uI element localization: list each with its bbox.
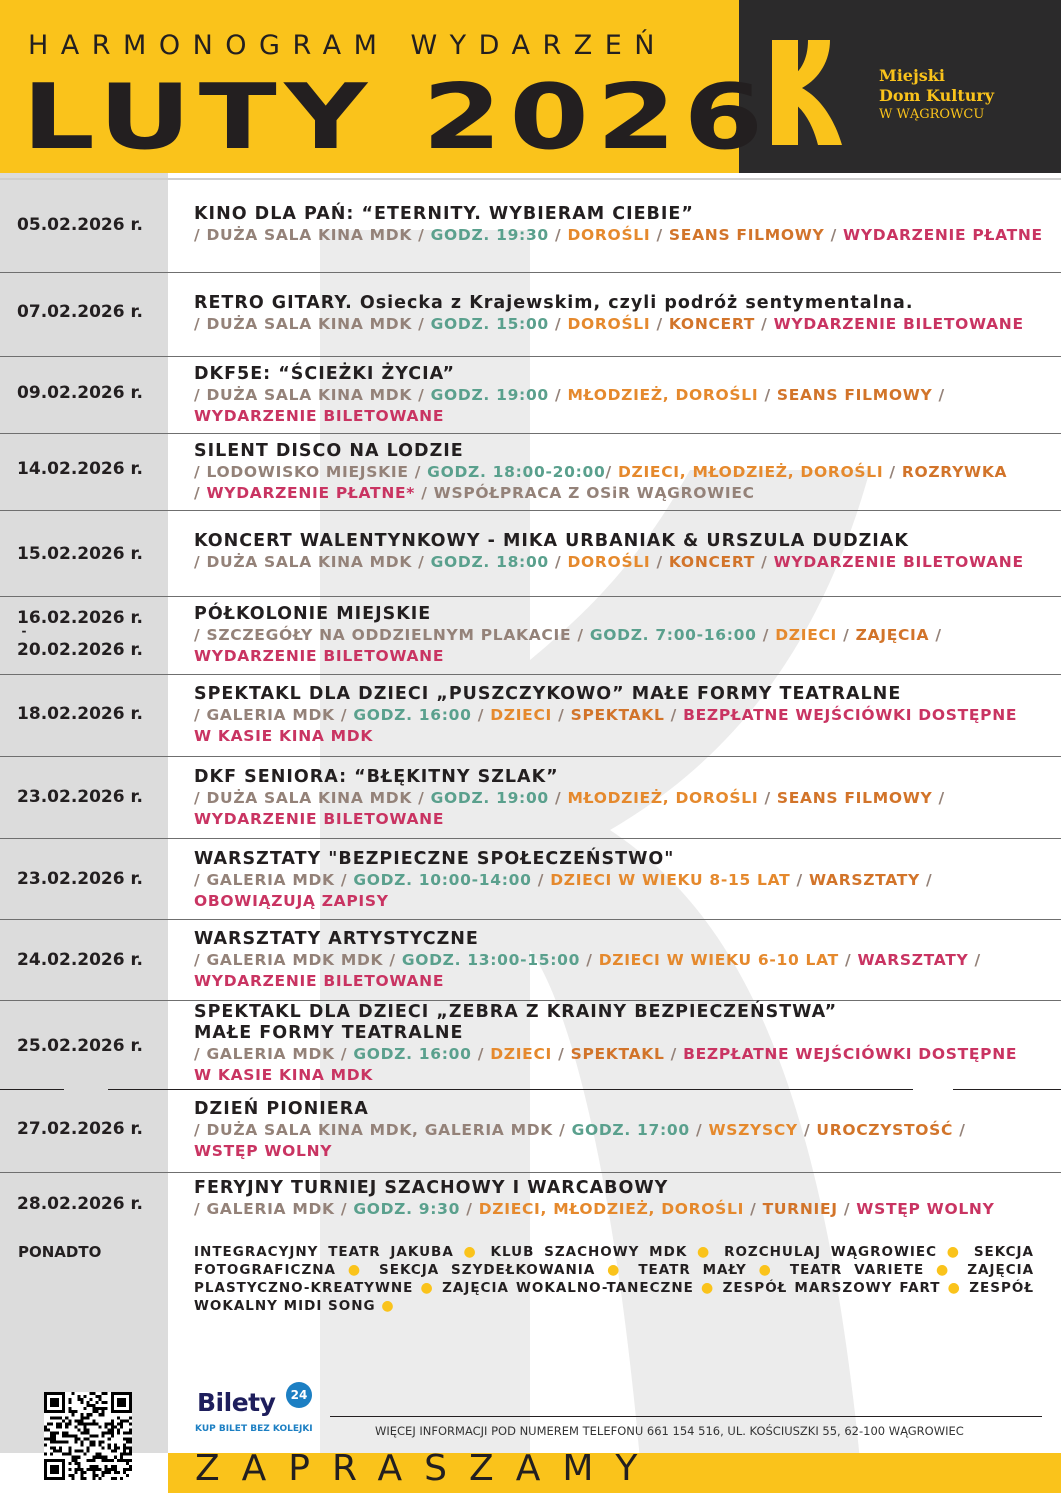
meta-aud: DOROŚLI [567,226,651,244]
meta-loc: GALERIA MDK [206,1045,335,1063]
meta-sep: / [758,789,777,807]
meta-loc: GALERIA MDK [206,1200,335,1218]
event-title: SPEKTAKL DLA DZIECI „ZEBRA Z KRAINY BEZPIECZEŃSTWA” [194,1002,838,1022]
meta-time: GODZ. 19:30 [430,226,549,244]
logo-line: Miejski [879,66,945,85]
meta-aud: DZIECI [490,706,553,724]
bullet-dot-icon: ● [947,1280,963,1296]
meta-type: SPEKTAKL [570,706,665,724]
footer-rule [330,1416,1042,1417]
meta-sep: / [334,1200,354,1218]
meta-type: KONCERT [668,553,756,571]
meta-aud: WSZYSCY [708,1121,798,1139]
event-meta [194,385,1047,406]
event-date: 14.02.2026 r. [17,459,143,479]
bullet-dot-icon: ● [758,1262,779,1278]
event-details [194,929,1047,992]
meta-sep: / [415,484,434,502]
event-meta [194,625,1047,646]
event-meta [194,646,1047,667]
ponadto-item: INTEGRACYJNY TEATR JAKUBA [194,1244,454,1260]
ponadto-item: ZESPÓŁ MARSZOWY FART [722,1280,941,1296]
event-meta [194,1199,1047,1220]
meta-sep: / [932,789,945,807]
meta-type: SEANS FILMOWY [776,386,933,404]
ponadto-item: SEKCJA SZYDEŁKOWANIA [379,1262,596,1278]
meta-aud: DZIECI, MŁODZIEŻ, DOROŚLI [478,1200,745,1218]
meta-sep: / [552,1045,571,1063]
event-row[interactable] [0,357,1061,434]
meta-aud: DZIECI [775,626,838,644]
meta-status: BEZPŁATNE WEJŚCIÓWKI DOSTĘPNE [683,1045,1018,1063]
meta-type: TURNIEJ [762,1200,838,1218]
meta-sep: / [744,1200,763,1218]
meta-sep: / [408,463,428,481]
meta-sep: / [194,553,207,571]
meta-loc: SZCZEGÓŁY NA ODDZIELNYM PLAKACIE [206,626,572,644]
ponadto-item: ZESPÓŁ WOKALNY MIDI SONG [194,1280,1035,1314]
event-date: 24.02.2026 r. [17,950,143,970]
meta-sep: / [412,789,431,807]
event-title: SILENT DISCO NA LODZIE [194,441,464,461]
meta-sep: / [412,226,431,244]
meta-sep: / [837,626,856,644]
meta-type: SPEKTAKL [570,1045,665,1063]
qr-code-icon[interactable] [44,1392,132,1480]
event-row[interactable] [0,920,1061,1001]
meta-loc: DUŻA SALA KINA MDK [206,315,413,333]
meta-sep: / [412,553,431,571]
meta-type: WARSZTATY [808,871,920,889]
ponadto-label: PONADTO [18,1243,102,1261]
header-subtitle: HARMONOGRAM WYDARZEŃ [28,30,667,61]
meta-type: KONCERT [668,315,756,333]
meta-time: GODZ. 18:00-20:00 [427,463,606,481]
meta-aud: DZIECI W WIEKU 6-10 LAT [598,951,839,969]
event-date: 23.02.2026 r. [17,869,143,889]
ponadto-item: TEATR MAŁY [638,1262,747,1278]
meta-sep: / [548,789,568,807]
meta-status: WSTĘP WOLNY [856,1200,995,1218]
meta-sep: / [755,315,774,333]
meta-time: GODZ. 13:00-15:00 [401,951,581,969]
meta-aud: DOROŚLI [567,553,651,571]
meta-loc: DUŻA SALA KINA MDK [206,226,413,244]
date-range-dash: - [21,624,27,638]
meta-status: WYDARZENIE BILETOWANE [194,647,445,665]
meta-sep: / [953,1121,966,1139]
event-title: DKF5E: “ŚCIEŻKI ŻYCIA” [194,364,456,384]
event-details [194,531,1047,573]
event-meta [194,1141,1047,1162]
logo-line: Dom Kultury [879,86,995,105]
bullet-dot-icon: ● [347,1262,368,1278]
event-meta [194,950,1047,971]
meta-time: GODZ. 16:00 [353,1045,472,1063]
event-meta [194,809,1047,830]
meta-sep: / [883,463,902,481]
event-meta [194,788,1047,809]
meta-sep: / [334,1045,354,1063]
meta-sep: / [650,553,669,571]
meta-time: GODZ. 19:00 [430,789,549,807]
event-title: WARSZTATY ARTYSTYCZNE [194,929,479,949]
event-meta [194,705,1047,726]
bilety-tagline: KUP BILET BEZ KOLEJKI [195,1424,313,1434]
meta-sep: / [968,951,981,969]
meta-sep: / [548,315,568,333]
meta-status: WYDARZENIE PŁATNE [843,226,1043,244]
event-title: DZIEŃ PIONIERA [194,1099,369,1119]
meta-sep: / [689,1121,709,1139]
event-meta [194,225,1047,246]
meta-sep: / [838,951,858,969]
bullet-dot-icon: ● [607,1262,627,1278]
meta-sep: / [194,226,207,244]
meta-time: GODZ. 16:00 [353,706,472,724]
meta-aud: MŁODZIEŻ, DOROŚLI [567,386,759,404]
meta-sep: / [460,1200,479,1218]
meta-sep: / [383,951,402,969]
event-row[interactable] [0,511,1061,597]
event-meta [194,1120,1047,1141]
event-meta [194,406,1047,427]
event-details [194,684,1047,747]
meta-status: WYDARZENIE PŁATNE* [206,484,416,502]
meta-time: GODZ. 15:00 [430,315,549,333]
meta-sep: / [755,553,774,571]
meta-sep: / [194,1045,207,1063]
meta-sep: / [471,1045,491,1063]
meta-loc: WSPÓŁPRACA Z OSiR WĄGROWIEC [433,484,755,502]
ponadto-item: TEATR VARIETE [789,1262,925,1278]
meta-sep: / [194,789,207,807]
meta-sep: / [194,484,207,502]
event-date: 05.02.2026 r. [17,215,143,235]
meta-status: W KASIE KINA MDK [194,727,374,745]
event-title: WARSZTATY "BEZPIECZNE SPOŁECZEŃSTWO" [194,849,675,869]
meta-sep: / [837,1200,857,1218]
meta-status: WARSZTATY [857,951,969,969]
event-date: 09.02.2026 r. [17,383,143,403]
meta-sep: / [548,553,568,571]
contact-info: WIĘCEJ INFORMACJI POD NUMEREM TELEFONU 661 154 516, UL. KOŚCIUSZKI 55, 62-100 WĄGROWIEC [375,1424,964,1438]
meta-sep: / [334,706,354,724]
event-date-start: 16.02.2026 r. [17,608,143,628]
event-row[interactable] [0,1173,1061,1234]
meta-sep: / [194,626,207,644]
meta-time: GODZ. 19:00 [430,386,549,404]
event-title: DKF SENIORA: “BŁĘKITNY SZLAK” [194,767,559,787]
logo-text [879,66,994,124]
meta-sep: / [531,871,551,889]
meta-time: GODZ. 9:30 [353,1200,461,1218]
meta-sep: / [919,871,933,889]
meta-sep: / [412,386,431,404]
meta-sep: / [194,386,207,404]
meta-sep: / [334,871,354,889]
event-details [194,364,1047,427]
event-details [194,1099,1047,1162]
event-meta [194,552,1047,573]
meta-loc: GALERIA MDK [206,871,335,889]
meta-time: GODZ. 17:00 [571,1121,690,1139]
event-meta [194,1044,1047,1065]
meta-sep: / [929,626,942,644]
event-meta [194,483,1047,504]
event-details [194,204,1047,246]
event-row[interactable] [0,757,1061,839]
ponadto-list [194,1243,1034,1315]
meta-aud: MŁODZIEŻ, DOROŚLI [567,789,759,807]
ponadto-item: KLUB SZACHOWY MDK [490,1244,688,1260]
meta-sep: / [548,226,568,244]
meta-sep: / [650,226,669,244]
event-meta [194,870,1047,891]
ponadto-item: ZAJĘCIA WOKALNO-TANECZNE [442,1280,694,1296]
bilety-badge: 24 [286,1382,312,1408]
event-date: 07.02.2026 r. [17,302,143,322]
meta-sep: / [194,706,207,724]
event-row[interactable] [0,434,1061,511]
event-details [194,1178,1047,1220]
meta-type: ROZRYWKA [901,463,1008,481]
meta-status: WYDARZENIE BILETOWANE [194,810,445,828]
bullet-dot-icon: ● [700,1280,716,1296]
event-row[interactable] [0,180,1061,273]
meta-loc: DUŻA SALA KINA MDK [206,553,413,571]
event-date: 25.02.2026 r. [17,1036,143,1056]
meta-sep: / [664,1045,684,1063]
invite-text: ZAPRASZAMY [195,1448,660,1489]
event-row[interactable] [0,1001,1061,1092]
event-title: KONCERT WALENTYNKOWY - MIKA URBANIAK & URSZULA DUDZIAK [194,531,909,551]
meta-aud: DZIECI [490,1045,553,1063]
meta-sep: / [650,315,669,333]
ponadto-item: ROZCHULAJ WĄGROWIEC [724,1244,938,1260]
event-row[interactable] [0,839,1061,920]
meta-sep: / [194,1200,207,1218]
meta-sep: / [824,226,844,244]
event-date: 28.02.2026 r. [17,1194,143,1214]
bilety-word: Bilety [197,1388,276,1417]
meta-aud: DZIECI W WIEKU 8-15 LAT [550,871,791,889]
meta-sep: / [471,706,491,724]
meta-aud: DZIECI, MŁODZIEŻ, DOROŚLI [617,463,884,481]
meta-loc: GALERIA MDK [206,706,335,724]
event-date: 15.02.2026 r. [17,544,143,564]
meta-sep: / [605,463,618,481]
meta-status: WSTĘP WOLNY [194,1142,333,1160]
event-title: SPEKTAKL DLA DZIECI „PUSZCZYKOWO” MAŁE FORMY TEATRALNE [194,684,902,704]
meta-sep: / [194,315,207,333]
event-row[interactable] [0,1092,1061,1173]
meta-sep: / [552,706,571,724]
event-meta [194,314,1047,335]
meta-status: WYDARZENIE BILETOWANE [773,553,1024,571]
event-date: 27.02.2026 r. [17,1119,143,1139]
bullet-dot-icon: ● [697,1244,715,1260]
meta-sep: / [553,1121,572,1139]
meta-status: BEZPŁATNE WEJŚCIÓWKI DOSTĘPNE [683,706,1018,724]
event-row[interactable] [0,675,1061,757]
event-meta [194,462,1047,483]
event-date: 23.02.2026 r. [17,787,143,807]
ponadto-item: ZAJĘCIA PLASTYCZNO-KREATYWNE [194,1262,1035,1296]
meta-sep: / [194,1121,207,1139]
page-title: LUTY 2026 [22,65,771,170]
meta-status: OBOWIĄZUJĄ ZAPISY [194,892,389,910]
event-details [194,441,1047,504]
event-date-end: 20.02.2026 r. [17,640,143,660]
divider [108,1089,913,1090]
meta-type: UROCZYSTOŚĆ [816,1121,954,1139]
meta-aud: DOROŚLI [567,315,651,333]
meta-sep: / [790,871,809,889]
bilety24-logo[interactable] [195,1382,325,1442]
event-title: KINO DLA PAŃ: “ETERNITY. WYBIERAM CIEBIE” [194,204,694,224]
event-details [194,767,1047,830]
event-meta [194,891,1047,912]
meta-sep: / [797,1121,817,1139]
divider [953,1089,1061,1090]
event-row[interactable] [0,273,1061,357]
event-details [194,1002,1047,1086]
bullet-dot-icon: ● [946,1244,965,1260]
logo-line: W WĄGROWCU [879,107,985,122]
event-details [194,604,1047,667]
meta-loc: GALERIA MDK MDK [206,951,384,969]
meta-time: GODZ. 7:00-16:00 [589,626,757,644]
event-row[interactable] [0,597,1061,675]
mdk-logo-icon [772,40,852,145]
divider [0,1089,64,1090]
meta-sep: / [932,386,945,404]
bullet-dot-icon: ● [420,1280,436,1296]
event-title: PÓŁKOLONIE MIEJSKIE [194,604,432,624]
meta-sep: / [571,626,590,644]
meta-sep: / [580,951,599,969]
meta-sep: / [664,706,684,724]
meta-type: SEANS FILMOWY [668,226,825,244]
event-details [194,849,1047,912]
meta-sep: / [194,951,207,969]
meta-status: WYDARZENIE BILETOWANE [773,315,1024,333]
meta-sep: / [758,386,777,404]
event-meta [194,971,1047,992]
meta-type: ZAJĘCIA [855,626,930,644]
meta-sep: / [194,871,207,889]
bullet-dot-icon: ● [936,1262,956,1278]
meta-loc: DUŻA SALA KINA MDK [206,386,413,404]
event-title-line2: MAŁE FORMY TEATRALNE [194,1023,464,1043]
bullet-dot-icon: ● [381,1298,395,1314]
meta-sep: / [412,315,431,333]
meta-loc: DUŻA SALA KINA MDK, GALERIA MDK [206,1121,553,1139]
meta-time: GODZ. 18:00 [430,553,549,571]
meta-sep: / [194,463,207,481]
event-title: RETRO GITARY. Osiecka z Krajewskim, czyli podróż sentymentalna. [194,293,914,313]
meta-loc: LODOWISKO MIEJSKIE [206,463,409,481]
event-details [194,293,1047,335]
meta-type: SEANS FILMOWY [776,789,933,807]
meta-time: GODZ. 10:00-14:00 [353,871,532,889]
meta-loc: DUŻA SALA KINA MDK [206,789,413,807]
meta-sep: / [548,386,568,404]
event-title: FERYJNY TURNIEJ SZACHOWY I WARCABOWY [194,1178,669,1198]
meta-status: WYDARZENIE BILETOWANE [194,407,445,425]
ponadto-item: SEKCJA FOTOGRAFICZNA [194,1244,1034,1278]
meta-status: W KASIE KINA MDK [194,1066,374,1084]
event-meta [194,1065,1047,1086]
event-date: 18.02.2026 r. [17,704,143,724]
meta-status: WYDARZENIE BILETOWANE [194,972,445,990]
meta-sep: / [756,626,776,644]
bullet-dot-icon: ● [463,1244,481,1260]
event-meta [194,726,1047,747]
